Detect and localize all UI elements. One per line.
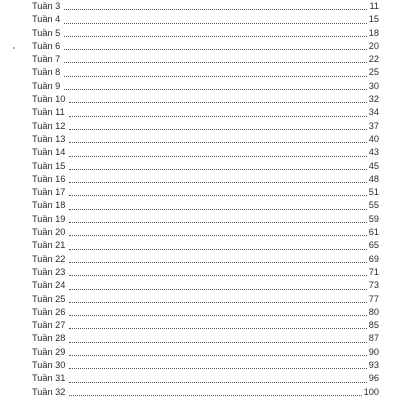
toc-entry — [32, 133, 379, 146]
toc-entry — [32, 160, 379, 173]
toc-entry — [32, 27, 379, 40]
dot-leader — [69, 194, 366, 196]
toc-entry — [32, 372, 379, 385]
toc-entry-page-number: 80 — [368, 306, 379, 317]
dot-leader — [64, 48, 367, 50]
dot-leader — [69, 234, 366, 236]
toc-entry-label: Tuần 27 — [32, 320, 66, 331]
toc-entry-page-number: 59 — [368, 213, 379, 224]
toc-entry-page-number: 65 — [368, 240, 379, 251]
toc-entry — [32, 53, 379, 66]
toc-entry-page-number: 32 — [368, 94, 379, 105]
dot-leader — [69, 354, 366, 356]
toc-entry-page-number: 87 — [368, 333, 379, 344]
toc-entry — [32, 13, 379, 26]
dot-leader — [69, 155, 366, 157]
toc-entry — [32, 146, 379, 159]
toc-entry-label: Tuần 17 — [32, 187, 66, 198]
toc-entry-label: Tuần 30 — [32, 360, 66, 371]
toc-entry-page-number: 55 — [368, 200, 379, 211]
toc-entry-page-number: 22 — [368, 54, 379, 65]
dot-leader — [64, 61, 367, 63]
dot-leader — [69, 367, 366, 369]
toc-entry-page-number: 96 — [368, 373, 379, 384]
toc-entry — [32, 332, 379, 345]
toc-entry — [32, 186, 379, 199]
toc-entry-label: Tuần 14 — [32, 147, 66, 158]
dot-leader — [69, 141, 366, 143]
toc-entry-label: Tuần 8 — [32, 67, 61, 78]
toc-entry-label: Tuần 29 — [32, 346, 66, 357]
toc-entry — [32, 226, 379, 239]
toc-entry-label: Tuần 21 — [32, 240, 66, 251]
toc-entry-label: Tuần 18 — [32, 200, 66, 211]
toc-entry-label: Tuần 12 — [32, 120, 66, 131]
dot-leader — [64, 22, 367, 24]
toc-entry — [32, 253, 379, 266]
toc-entry-label: Tuần 19 — [32, 213, 66, 224]
dot-leader — [69, 314, 366, 316]
toc-entry — [32, 359, 379, 372]
toc-entry-page-number: 30 — [368, 80, 379, 91]
toc-entry-label: Tuần 6 — [32, 40, 61, 51]
dot-leader — [64, 8, 367, 10]
toc-entry-label: Tuần 25 — [32, 293, 66, 304]
dot-leader — [69, 221, 366, 223]
toc-entry — [32, 319, 379, 332]
toc-entry-page-number: 15 — [368, 14, 379, 25]
toc-entry — [32, 80, 379, 93]
toc-entry-page-number: 11 — [369, 1, 379, 11]
toc-entry-label: Tuần 20 — [32, 227, 66, 238]
toc-entry-label: Tuần 15 — [32, 160, 66, 171]
toc-entry-page-number: 45 — [368, 160, 379, 171]
table-of-contents — [32, 0, 379, 399]
dot-leader — [69, 301, 366, 303]
toc-entry-label: Tuần 5 — [32, 27, 61, 38]
dot-leader — [69, 208, 366, 210]
toc-entry-page-number: 90 — [368, 346, 379, 357]
toc-entry — [32, 293, 379, 306]
dot-leader — [69, 381, 366, 383]
toc-entry — [32, 106, 379, 119]
toc-entry-page-number: 100 — [363, 386, 379, 397]
toc-entry-label: Tuần 22 — [32, 253, 66, 264]
toc-entry — [32, 279, 379, 292]
toc-entry-label: Tuần 31 — [32, 373, 66, 384]
dot-leader — [69, 128, 366, 130]
page-speck — [13, 47, 15, 49]
toc-entry-page-number: 18 — [368, 27, 379, 38]
dot-leader — [69, 288, 366, 290]
toc-entry-label: Tuần 32 — [32, 386, 66, 397]
toc-entry — [32, 66, 379, 79]
dot-leader — [64, 88, 367, 90]
toc-entry-page-number: 40 — [368, 133, 379, 144]
toc-entry-label: Tuần 13 — [32, 133, 66, 144]
toc-entry — [32, 306, 379, 319]
toc-entry-page-number: 25 — [368, 67, 379, 78]
toc-entry — [32, 93, 379, 106]
dot-leader — [69, 327, 366, 329]
toc-entry-page-number: 51 — [368, 187, 379, 198]
toc-entry-label: Tuần 3 — [32, 1, 61, 11]
toc-entry — [32, 40, 379, 53]
toc-entry-page-number: 43 — [368, 147, 379, 158]
toc-entry-page-number: 37 — [368, 120, 379, 131]
toc-entry-label: Tuần 23 — [32, 266, 66, 277]
toc-entry-label: Tuần 24 — [32, 280, 66, 291]
dot-leader — [69, 248, 366, 250]
toc-entry — [32, 239, 379, 252]
toc-entry — [32, 386, 379, 399]
toc-entry-label: Tuần 7 — [32, 54, 61, 65]
toc-entry-page-number: 73 — [368, 280, 379, 291]
toc-entry — [32, 0, 379, 13]
toc-entry-page-number: 34 — [368, 107, 379, 118]
dot-leader — [69, 181, 366, 183]
toc-entry-label: Tuần 10 — [32, 94, 66, 105]
toc-entry-page-number: 85 — [368, 320, 379, 331]
toc-entry — [32, 266, 379, 279]
toc-entry-page-number: 20 — [368, 40, 379, 51]
toc-entry — [32, 173, 379, 186]
toc-entry — [32, 120, 379, 133]
toc-entry-label: Tuần 26 — [32, 306, 66, 317]
dot-leader — [69, 115, 367, 117]
dot-leader — [69, 261, 366, 263]
dot-leader — [64, 75, 367, 77]
toc-entry-label: Tuần 16 — [32, 173, 66, 184]
toc-entry-label: Tuần 4 — [32, 14, 61, 25]
dot-leader — [64, 35, 367, 37]
dot-leader — [69, 341, 366, 343]
toc-entry-page-number: 61 — [368, 227, 379, 238]
dot-leader — [69, 274, 366, 276]
dot-leader — [69, 101, 366, 103]
toc-entry — [32, 199, 379, 212]
dot-leader — [69, 394, 361, 396]
toc-entry-page-number: 48 — [368, 173, 379, 184]
toc-entry-label: Tuần 28 — [32, 333, 66, 344]
toc-entry-page-number: 69 — [368, 253, 379, 264]
toc-entry-page-number: 77 — [368, 293, 379, 304]
toc-entry-page-number: 71 — [368, 266, 379, 277]
dot-leader — [69, 168, 366, 170]
toc-entry-page-number: 93 — [368, 360, 379, 371]
toc-entry-label: Tuần 11 — [32, 107, 65, 118]
toc-entry — [32, 213, 379, 226]
toc-entry — [32, 346, 379, 359]
toc-entry-label: Tuần 9 — [32, 80, 61, 91]
